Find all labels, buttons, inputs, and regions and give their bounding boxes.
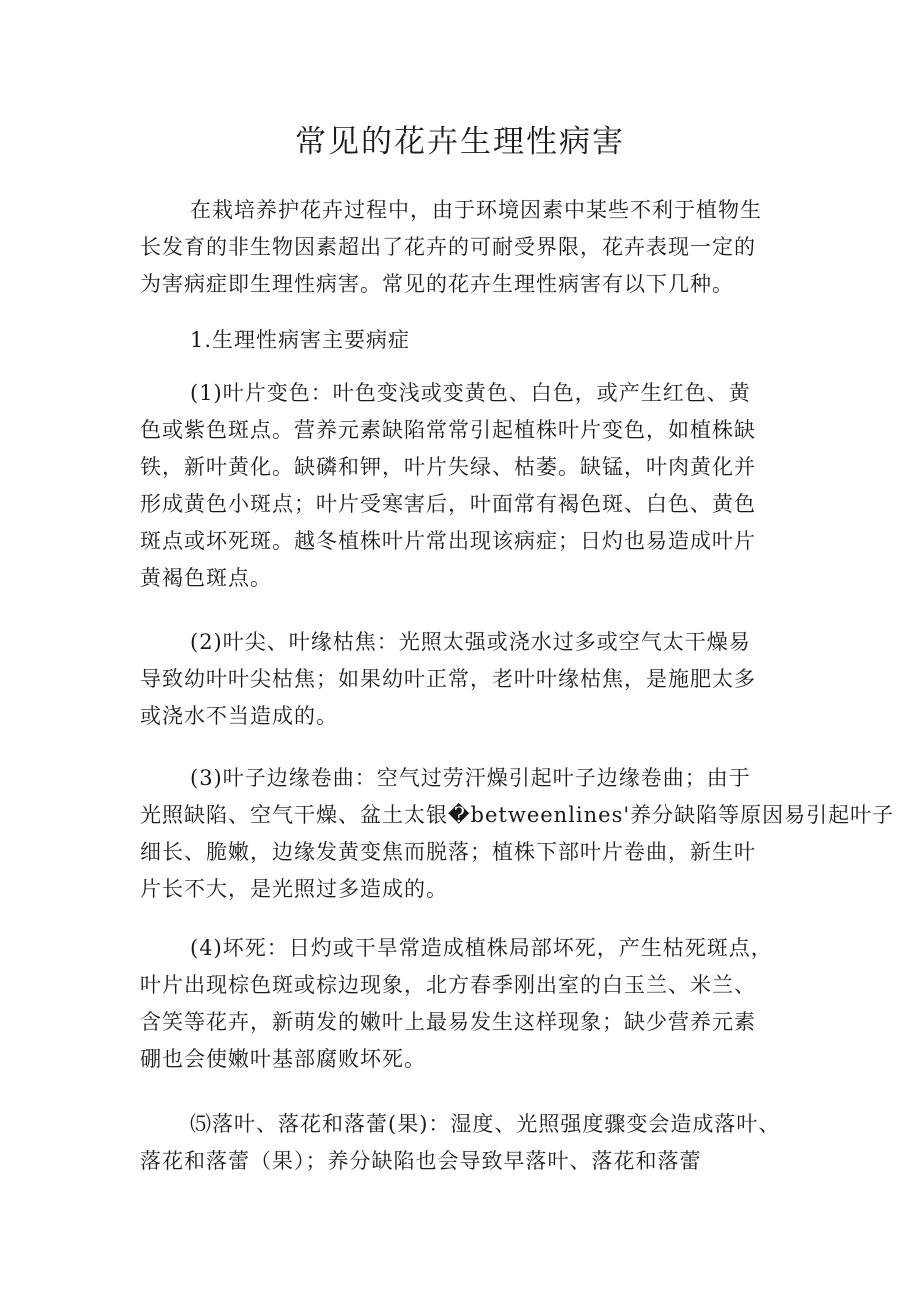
item3-line-3: 细长、脆嫩，边缘发黄变焦而脱落；植株下部叶片卷曲，新生叶: [140, 840, 756, 864]
item5-line-2: 落花和落蕾（果）；养分缺陷也会导致早落叶、落花和落蕾: [140, 1149, 702, 1173]
item4-line-4: 硼也会使嫩叶基部腐败坏死。: [140, 1047, 426, 1071]
section-heading: 1.生理性病害主要病症: [190, 328, 411, 352]
item2-line-1: (2)叶尖、叶缘枯焦：光照太强或浇水过多或空气太干燥易: [190, 630, 751, 654]
item1-line-1: (1)叶片变色：叶色变浅或变黄色、白色，或产生红色、黄: [190, 381, 751, 405]
item1-line-3: 铁，新叶黄化。缺磷和钾，叶片失绿、枯萎。缺锰，叶肉黄化并: [140, 455, 756, 479]
item4-line-3: 含笑等花卉，新萌发的嫩叶上最易发生这样现象；缺少营养元素: [140, 1010, 756, 1034]
item1-line-5: 斑点或坏死斑。越冬植株叶片常出现该病症；日灼也易造成叶片: [140, 529, 756, 553]
intro-line-3: 为害病症即生理性病害。常见的花卉生理性病害有以下几种。: [140, 272, 734, 296]
document-title: 常见的花卉生理性病害: [295, 124, 625, 160]
item4-line-1: (4)坏死：日灼或干旱常造成植株局部坏死，产生枯死斑点，: [190, 936, 773, 960]
item2-line-3: 或浇水不当造成的。: [140, 704, 338, 728]
intro-line-2: 长发育的非生物因素超出了花卉的可耐受界限，花卉表现一定的: [140, 235, 756, 259]
item4-line-2: 叶片出现棕色斑或棕边现象，北方春季刚出室的白玉兰、米兰、: [140, 973, 756, 997]
item2-line-2: 导致幼叶叶尖枯焦；如果幼叶正常，老叶叶缘枯焦，是施肥太多: [140, 667, 756, 691]
item3-line-1: (3)叶子边缘卷曲：空气过劳汗燥引起叶子边缘卷曲；由于: [190, 766, 751, 790]
intro-line-1: 在栽培养护花卉过程中，由于环境因素中某些不利于植物生: [190, 198, 762, 222]
item5-line-1: ⑸落叶、落花和落蕾(果)：湿度、光照强度骤变会造成落叶、: [190, 1112, 781, 1136]
item1-line-6: 黄褐色斑点。: [140, 566, 272, 590]
item3-line-2: 光照缺陷、空气干燥、盆土太银�betweenlines'养分缺陷等原因易引起叶子: [140, 803, 895, 827]
item1-line-2: 色或紫色斑点。营养元素缺陷常常引起植株叶片变色，如植株缺: [140, 418, 756, 442]
item1-line-4: 形成黄色小斑点；叶片受寒害后，叶面常有褐色斑、白色、黄色: [140, 492, 756, 516]
item3-line-4: 片长不大，是光照过多造成的。: [140, 877, 448, 901]
